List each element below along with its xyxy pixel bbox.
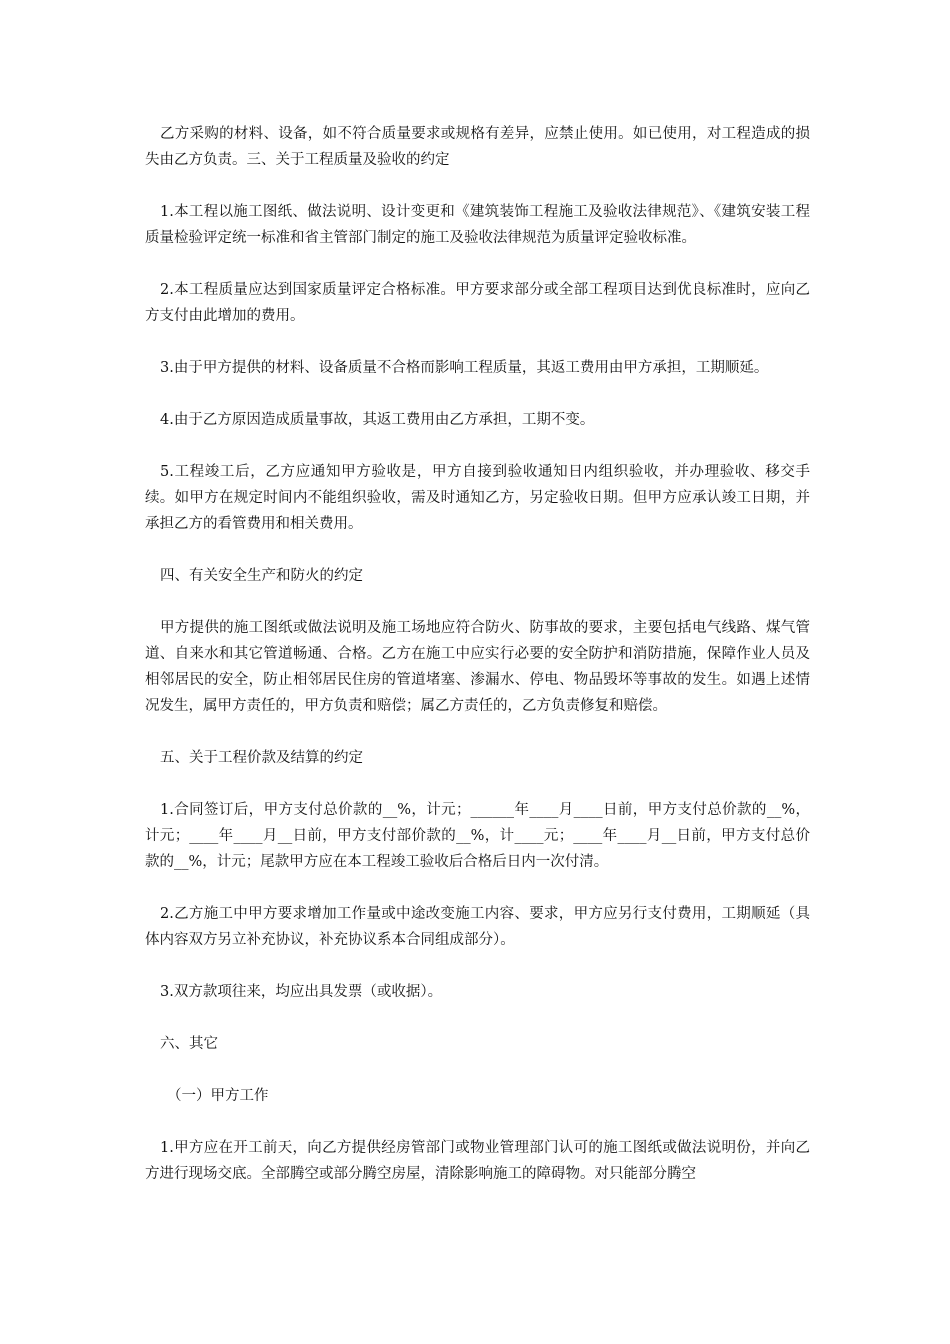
paragraph-fire-safety: 甲方提供的施工图纸或做法说明及施工场地应符合防火、防事故的要求，主要包括电气线路、煤气管道、自来水和其它管道畅通、合格。乙方在施工中应实行必要的安全防护和消防措施，保障作业人员及相邻居民的安全，防止相邻居民住房的管道堵塞、渗漏水、停电、物品毁坏等事故的发生。如遇上述情况发生，属甲方责任的，甲方负责和赔偿；属乙方责任的，乙方负责修复和赔偿。 (145, 620, 810, 714)
paragraph-quality-grade: 2.本工程质量应达到国家质量评定合格标准。甲方要求部分或全部工程项目达到优良标准时，应向乙方支付由此增加的费用。 (145, 282, 810, 324)
section-heading-safety: 四、有关安全生产和防火的约定 (160, 568, 363, 584)
paragraph-quality-standard: 1.本工程以施工图纸、做法说明、设计变更和《建筑装饰工程施工及验收法律规范》、《建筑安装工程质量检验评定统一标准和省主管部门制定的施工及验收法律规范为质量评定验收标准。 (145, 204, 810, 246)
paragraph-party-a-duties: 1.甲方应在开工前天，向乙方提供经房管部门或物业管理部门认可的施工图纸或做法说明份，并向乙方进行现场交底。全部腾空或部分腾空房屋，清除影响施工的障碍物。对只能部分腾空 (145, 1140, 810, 1182)
paragraph-party-a-materials: 3.由于甲方提供的材料、设备质量不合格而影响工程质量，其返工费用由甲方承担，工期顺延。 (160, 360, 769, 376)
document-body (145, 121, 810, 1213)
subsection-heading-party-a-work: （一）甲方工作 (167, 1088, 269, 1104)
paragraph-payment-schedule: 1.合同签订后，甲方支付总价款的__%，计元；______年____月____日前，甲方支付总价款的__%，计元；____年____月__日前，甲方支付部价款的__%，计____元；____年____月__日前，甲方支付总价款的__%，计元；尾款甲方应在本工程竣工验收后合格后日内一次付清。 (145, 802, 810, 870)
section-heading-payment: 五、关于工程价款及结算的约定 (160, 750, 363, 766)
paragraph-materials: 乙方采购的材料、设备，如不符合质量要求或规格有差异，应禁止使用。如已使用，对工程造成的损失由乙方负责。三、关于工程质量及验收的约定 (145, 126, 810, 168)
paragraph-party-b-accident: 4.由于乙方原因造成质量事故，其返工费用由乙方承担，工期不变。 (160, 412, 595, 428)
paragraph-completion-acceptance: 5.工程竣工后，乙方应通知甲方验收是，甲方自接到验收通知日内组织验收，并办理验收、移交手续。如甲方在规定时间内不能组织验收，需及时通知乙方，另定验收日期。但甲方应承认竣工日期，并承担乙方的看管费用和相关费用。 (145, 464, 810, 532)
paragraph-extra-work: 2.乙方施工中甲方要求增加工作量或中途改变施工内容、要求，甲方应另行支付费用，工期顺延（具体内容双方另立补充协议，补充协议系本合同组成部分）。 (145, 906, 810, 948)
paragraph-invoice: 3.双方款项往来，均应出具发票（或收据）。 (160, 984, 443, 1000)
section-heading-other: 六、其它 (160, 1036, 218, 1052)
